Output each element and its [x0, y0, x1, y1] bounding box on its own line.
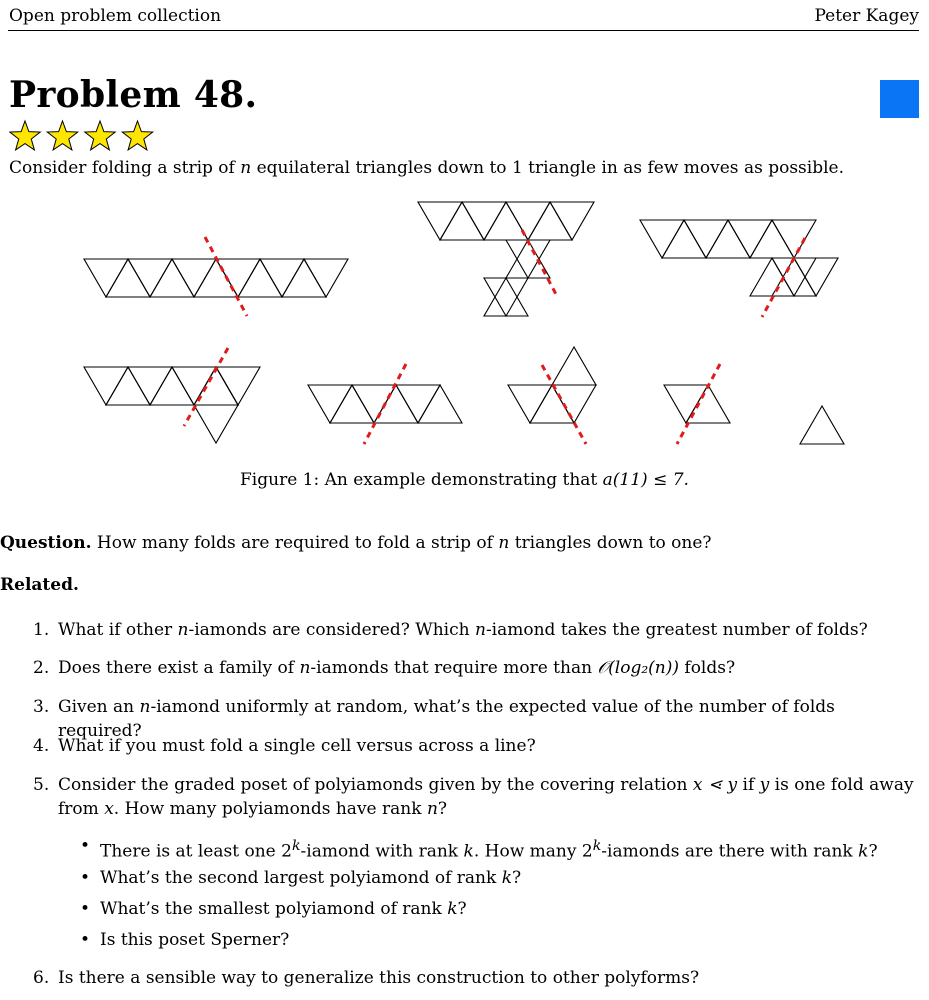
- triangle-cell: [308, 385, 352, 423]
- fold-line: [364, 364, 406, 444]
- related-heading: Related.: [0, 575, 79, 595]
- triangle-cell: [172, 367, 216, 405]
- triangle-cell: [374, 385, 418, 423]
- triangle-cell: [330, 385, 374, 423]
- triangle-cell: [508, 385, 552, 423]
- triangle-cell: [150, 367, 194, 405]
- triangle-cell: [216, 259, 260, 297]
- triangle-cell: [84, 367, 128, 405]
- triangle-cell: [640, 220, 684, 258]
- difficulty-stars: [9, 119, 169, 153]
- triangle-cell: [194, 259, 238, 297]
- triangle-cell: [552, 347, 596, 385]
- triangle-cell: [664, 385, 708, 423]
- triangle-cell: [128, 367, 172, 405]
- figure-caption: Figure 1: An example demonstrating that a(11) ≤ 7.: [240, 470, 689, 490]
- triangle-cell: [800, 406, 844, 444]
- triangle-cell: [662, 220, 706, 258]
- triangle-cell: [84, 259, 128, 297]
- triangle-cell: [238, 259, 282, 297]
- triangle-cell: [150, 259, 194, 297]
- star-icon: [47, 121, 77, 150]
- triangle-cell: [260, 259, 304, 297]
- folding-figure: [0, 190, 929, 465]
- triangle-cell: [440, 202, 484, 240]
- triangle-cell: [750, 220, 794, 258]
- triangle-cell: [794, 258, 838, 296]
- problem-intro: Consider folding a strip of n equilateral triangles down to 1 triangle in as few moves as possible.: [9, 158, 844, 178]
- triangle-cell: [352, 385, 396, 423]
- triangle-cell: [506, 202, 550, 240]
- triangle-cell: [396, 385, 440, 423]
- triangle-cell: [706, 220, 750, 258]
- triangle-cell: [750, 258, 794, 296]
- triangle-cell: [772, 220, 816, 258]
- star-icon: [10, 121, 40, 150]
- problem-title: Problem 48.: [9, 74, 258, 116]
- triangle-cell: [550, 202, 594, 240]
- triangle-cell: [530, 385, 574, 423]
- triangle-cell: [304, 259, 348, 297]
- triangle-cell: [172, 259, 216, 297]
- triangle-cell: [772, 258, 816, 296]
- triangle-cell: [728, 220, 772, 258]
- triangle-cell: [462, 202, 506, 240]
- triangle-cell: [484, 278, 528, 316]
- question-paragraph: Question. How many folds are required to fold a strip of n triangles down to one?: [0, 533, 712, 553]
- triangle-cell: [282, 259, 326, 297]
- triangle-cell: [194, 405, 238, 443]
- triangle-cell: [684, 220, 728, 258]
- star-icon: [85, 121, 115, 150]
- triangle-cell: [106, 367, 150, 405]
- triangle-cell: [216, 367, 260, 405]
- triangle-cell: [418, 202, 462, 240]
- header-collection-name: Open problem collection: [9, 6, 222, 26]
- fold-line: [762, 238, 805, 317]
- triangle-cell: [772, 258, 816, 296]
- star-icon: [122, 121, 152, 150]
- triangle-cell: [128, 259, 172, 297]
- header-author: Peter Kagey: [814, 6, 919, 26]
- fold-line: [205, 237, 247, 316]
- triangle-cell: [528, 202, 572, 240]
- fold-line: [677, 364, 720, 444]
- fold-line: [542, 365, 586, 444]
- header-rule: [8, 30, 919, 31]
- status-color-square: [880, 80, 919, 118]
- triangle-cell: [106, 259, 150, 297]
- triangle-cell: [484, 278, 528, 316]
- fold-line: [184, 348, 228, 426]
- triangle-cell: [418, 385, 462, 423]
- triangle-cell: [552, 385, 596, 423]
- triangle-cell: [484, 202, 528, 240]
